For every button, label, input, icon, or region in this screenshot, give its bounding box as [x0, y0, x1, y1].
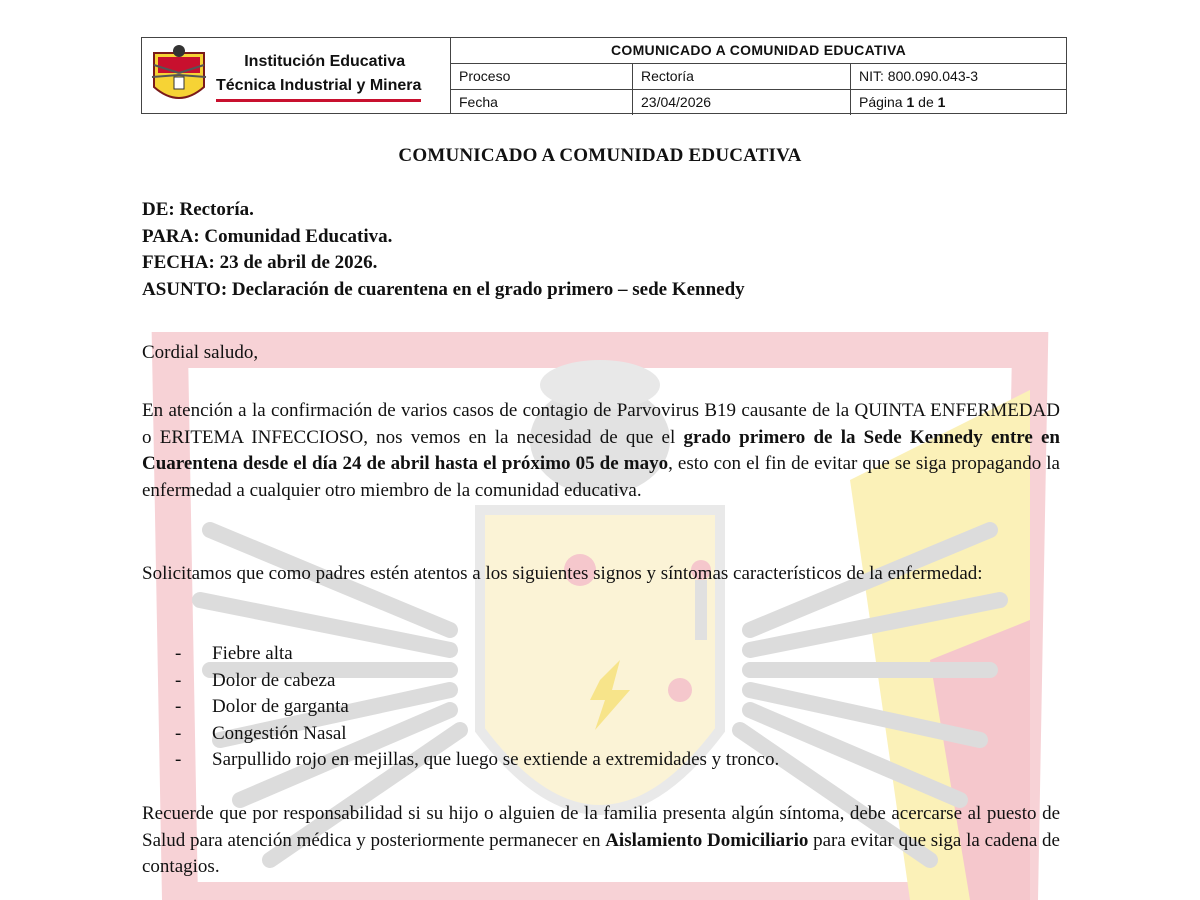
- memo-header: [142, 197, 745, 303]
- nit-value: NIT: 800.090.043-3: [859, 68, 979, 84]
- institution-logo-cell: [142, 38, 451, 113]
- symptom-text: Dolor de garganta: [212, 696, 349, 717]
- process-value: Rectoría: [633, 64, 851, 89]
- paragraph-isolation-part3: para evitar que siga la cadena de contagios.: [142, 829, 1060, 877]
- paragraph-isolation-part1: Recuerde que por responsabilidad si su hijo o alguien de la familia presenta algún síntoma, debe acercarse al puesto de Salud para atención médica y posteriormente permanecer en: [142, 803, 1060, 851]
- page-number: 1: [906, 94, 915, 110]
- paragraph-quarantine-bold: grado primero de la Sede Kennedy entre en Cuarentena desde el día 24 de abril hasta el próximo 05 de mayo: [142, 426, 1061, 474]
- header-row-date: [451, 89, 1066, 115]
- list-item: - Dolor de garganta: [175, 696, 349, 717]
- header-title: COMUNICADO A COMUNIDAD EDUCATIVA: [451, 38, 1066, 64]
- symptom-text: Sarpullido rojo en mejillas, que luego se extiende a extremidades y tronco.: [212, 749, 780, 770]
- institution-name-line2: Técnica Industrial y Minera: [216, 74, 421, 102]
- document-header-table: [141, 37, 1067, 114]
- list-item: - Congestión Nasal: [175, 722, 347, 744]
- memo-to: PARA: Comunidad Educativa.: [142, 225, 393, 247]
- page-indicator: [851, 90, 1066, 115]
- page-word: Página: [859, 94, 903, 110]
- paragraph-quarantine-part1: En atención a la confirmación de varios casos de contagio de Parvovirus B19 causante de la QUINTA ENFERMEDAD o ERITEMA INFECCIOSO, nos vemos en la necesidad de que el: [142, 400, 1060, 448]
- memo-date: FECHA: 23 de abril de 2026.: [142, 252, 378, 273]
- paragraph-quarantine-part3: , esto con el fin de evitar que se siga propagando la enfermedad a cualquier otro miembro de la comunidad educativa.: [142, 453, 1060, 501]
- header-row-process: [451, 64, 1066, 89]
- list-item: - Dolor de cabeza: [175, 669, 336, 691]
- paragraph-symptoms-intro: Solicitamos que como padres estén atentos a los siguientes signos y síntomas característicos de la enfermedad:: [142, 563, 983, 584]
- paragraph-isolation: [142, 801, 1060, 881]
- paragraph-quarantine: [142, 398, 1060, 504]
- date-label: Fecha: [451, 90, 633, 115]
- memo-subject: ASUNTO: Declaración de cuarentena en el grado primero – sede Kennedy: [142, 278, 745, 300]
- document-title: COMUNICADO A COMUNIDAD EDUCATIVA: [398, 145, 802, 166]
- page-of: de: [918, 94, 934, 110]
- greeting: Cordial saludo,: [142, 342, 259, 363]
- symptom-text: Fiebre alta: [212, 643, 293, 664]
- date-value: 23/04/2026: [633, 90, 851, 115]
- list-item: - Fiebre alta: [175, 643, 293, 664]
- process-label: Proceso: [451, 64, 633, 89]
- school-crest-icon: [148, 43, 210, 109]
- institution-name-line1: Institución Educativa: [244, 52, 406, 70]
- list-item: - Sarpullido rojo en mejillas, que luego se extiende a extremidades y tronco.: [175, 749, 780, 770]
- memo-from: DE: Rectoría.: [142, 199, 254, 220]
- symptoms-list: [175, 641, 779, 774]
- paragraph-isolation-bold: Aislamiento Domiciliario: [605, 829, 809, 851]
- page-total: 1: [937, 94, 946, 110]
- symptom-text: Congestión Nasal: [212, 722, 347, 744]
- symptom-text: Dolor de cabeza: [212, 669, 336, 691]
